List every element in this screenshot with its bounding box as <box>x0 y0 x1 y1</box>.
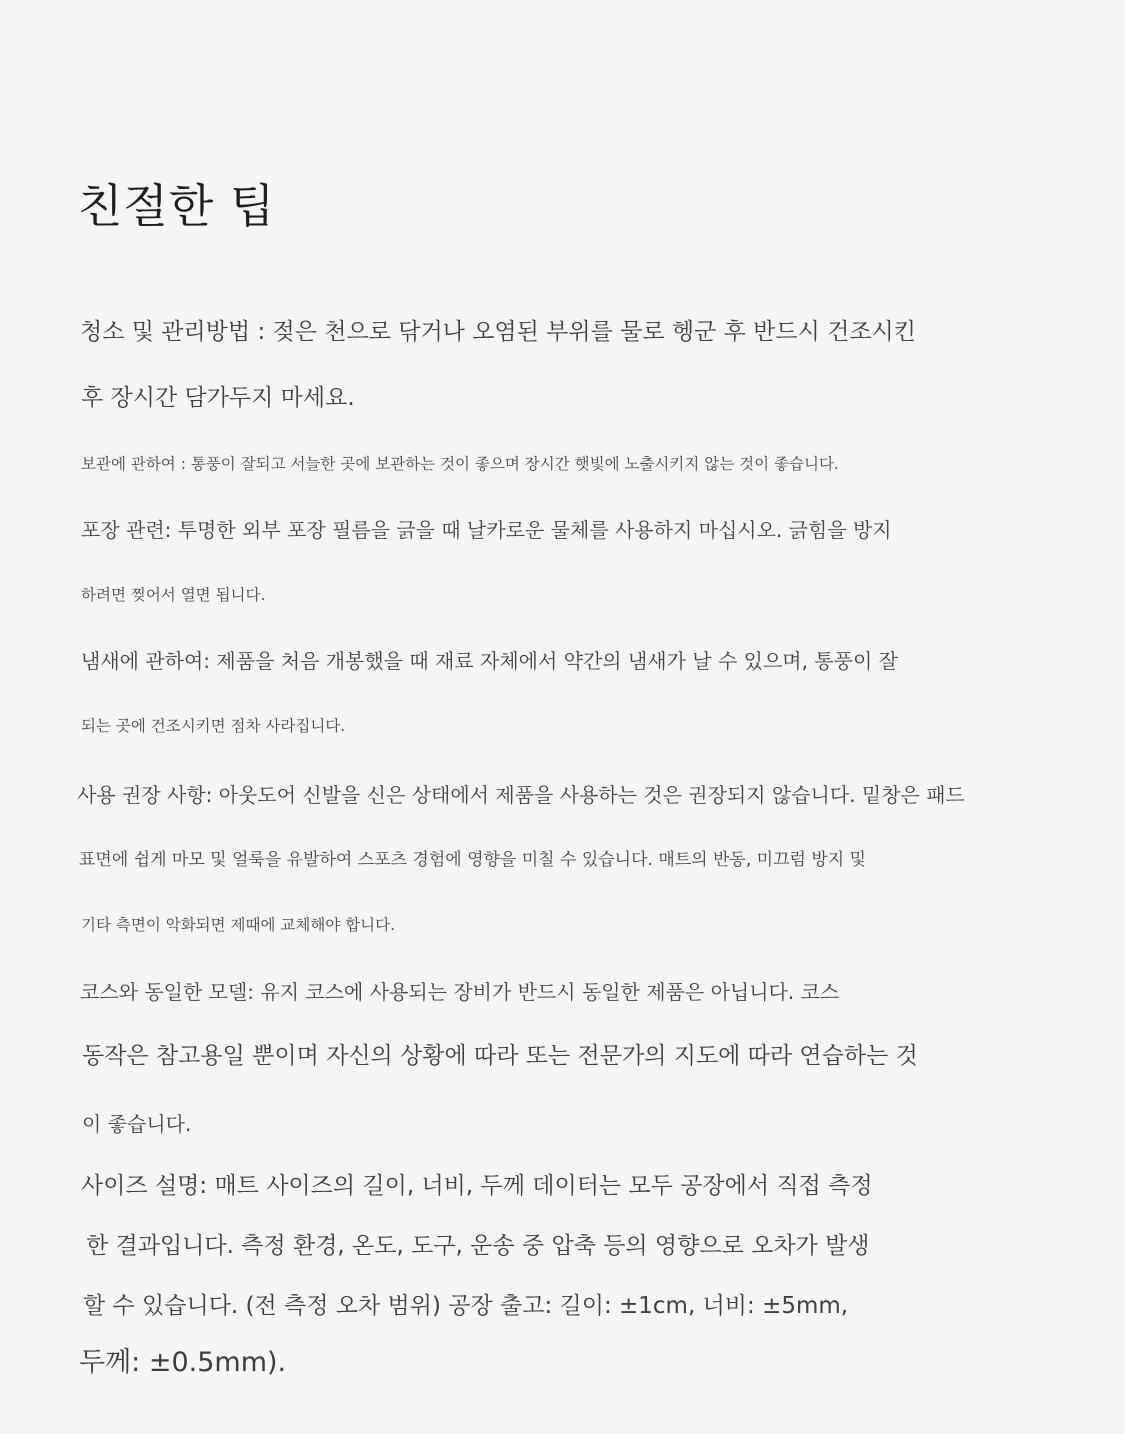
care-method-line-1: 청소 및 관리방법 : 젖은 천으로 닦거나 오염된 부위를 물로 헹군 후 반드시 건조시킨 <box>80 319 916 345</box>
course-model-line-2: 동작은 참고용일 뿐이며 자신의 상황에 따라 또는 전문가의 지도에 따라 연습하는 것 <box>82 1043 918 1069</box>
usage-recommendation-line-1: 사용 권장 사항: 아웃도어 신발을 신은 상태에서 제품을 사용하는 것은 권장되지 않습니다. 밑창은 패드 <box>77 783 965 807</box>
packaging-note-line-1: 포장 관련: 투명한 외부 포장 필름을 긁을 때 날카로운 물체를 사용하지 마십시오. 긁힘을 방지 <box>81 518 892 542</box>
size-description-line-2: 한 결과입니다. 측정 환경, 온도, 도구, 운송 중 압축 등의 영향으로 오차가 발생 <box>86 1233 870 1259</box>
care-method-line-2: 후 장시간 담가두지 마세요. <box>81 385 355 411</box>
odor-note-line-2: 되는 곳에 건조시키면 점차 사라집니다. <box>81 717 346 735</box>
page-title: 친절한 팁 <box>78 179 276 233</box>
usage-recommendation-line-2: 표면에 쉽게 마모 및 얼룩을 유발하여 스포츠 경험에 영향을 미칠 수 있습니다. 매트의 반동, 미끄럼 방지 및 <box>79 850 866 870</box>
size-description-line-1: 사이즈 설명: 매트 사이즈의 길이, 너비, 두께 데이터는 모두 공장에서 직접 측정 <box>81 1173 873 1199</box>
course-model-line-1: 코스와 동일한 모델: 유지 코스에 사용되는 장비가 반드시 동일한 제품은 아닙니다. 코스 <box>80 980 840 1004</box>
packaging-note-line-2: 하려면 찢어서 열면 됩니다. <box>81 586 266 604</box>
course-model-line-3: 이 좋습니다. <box>82 1112 192 1136</box>
usage-recommendation-line-3: 기타 측면이 악화되면 제때에 교체해야 합니다. <box>81 916 396 934</box>
storage-note-line: 보관에 관하여 : 통풍이 잘되고 서늘한 곳에 보관하는 것이 좋으며 장시간 햇빛에 노출시키지 않는 것이 좋습니다. <box>81 455 839 473</box>
size-description-line-3: 할 수 있습니다. (전 측정 오차 범위) 공장 출고: 길이: ±1cm, 너비: ±5mm, <box>83 1293 849 1319</box>
odor-note-line-1: 냄새에 관하여: 제품을 처음 개봉했을 때 재료 자체에서 약간의 냄새가 날 수 있으며, 통풍이 잘 <box>81 649 898 673</box>
size-description-line-4: 두께: ±0.5mm). <box>79 1347 287 1378</box>
